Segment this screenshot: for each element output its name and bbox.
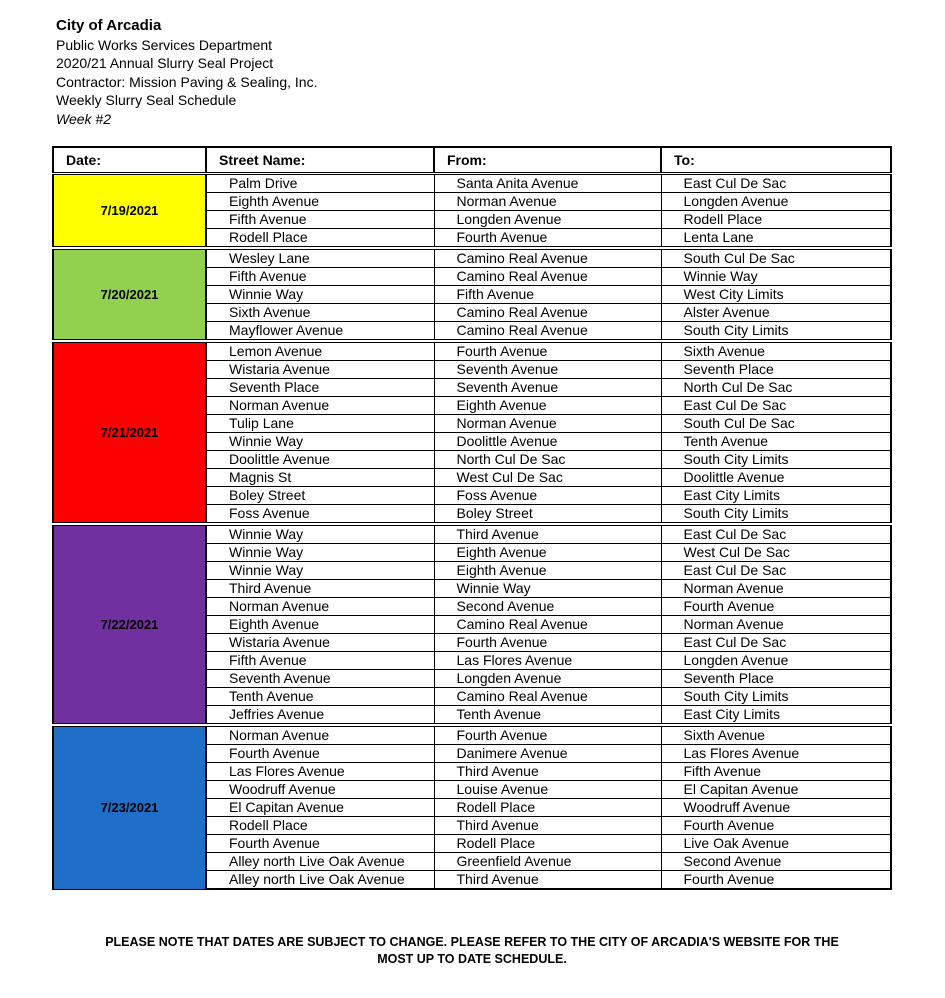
to-cell: East City Limits (661, 706, 891, 726)
to-cell: East City Limits (661, 487, 891, 505)
to-cell: Sixth Avenue (661, 725, 891, 745)
street-cell: Fourth Avenue (206, 835, 434, 853)
street-column-header: Street Name: (206, 147, 434, 174)
from-cell: Santa Anita Avenue (434, 174, 661, 193)
from-cell: Danimere Avenue (434, 745, 661, 763)
department-name: Public Works Services Department (56, 37, 273, 53)
from-cell: Longden Avenue (434, 211, 661, 229)
street-cell: Seventh Place (206, 379, 434, 397)
street-cell: Palm Drive (206, 174, 434, 193)
to-column-header: To: (661, 147, 891, 174)
street-cell: Norman Avenue (206, 598, 434, 616)
from-cell: Third Avenue (434, 763, 661, 781)
street-cell: Tenth Avenue (206, 688, 434, 706)
street-cell: Norman Avenue (206, 725, 434, 745)
street-cell: Wesley Lane (206, 248, 434, 268)
from-cell: Fifth Avenue (434, 286, 661, 304)
from-cell: Seventh Avenue (434, 361, 661, 379)
to-cell: El Capitan Avenue (661, 781, 891, 799)
street-cell: Wistaria Avenue (206, 634, 434, 652)
to-cell: Longden Avenue (661, 193, 891, 211)
street-cell: Mayflower Avenue (206, 322, 434, 342)
to-cell: South City Limits (661, 505, 891, 525)
to-cell: Seventh Place (661, 670, 891, 688)
from-cell: Fourth Avenue (434, 229, 661, 249)
to-cell: Sixth Avenue (661, 341, 891, 361)
street-cell: Seventh Avenue (206, 670, 434, 688)
street-cell: Jeffries Avenue (206, 706, 434, 726)
to-cell: East Cul De Sac (661, 524, 891, 544)
to-cell: West City Limits (661, 286, 891, 304)
street-cell: El Capitan Avenue (206, 799, 434, 817)
from-cell: Norman Avenue (434, 415, 661, 433)
document-header (56, 16, 317, 128)
from-cell: Las Flores Avenue (434, 652, 661, 670)
street-cell: Winnie Way (206, 562, 434, 580)
street-cell: Winnie Way (206, 286, 434, 304)
from-cell: Fourth Avenue (434, 634, 661, 652)
from-cell: West Cul De Sac (434, 469, 661, 487)
to-cell: East Cul De Sac (661, 634, 891, 652)
street-cell: Third Avenue (206, 580, 434, 598)
from-cell: Camino Real Avenue (434, 268, 661, 286)
street-cell: Fifth Avenue (206, 211, 434, 229)
street-cell: Sixth Avenue (206, 304, 434, 322)
from-cell: Third Avenue (434, 524, 661, 544)
to-cell: South Cul De Sac (661, 248, 891, 268)
street-cell: Tulip Lane (206, 415, 434, 433)
city-title: City of Arcadia (56, 17, 162, 34)
from-cell: Fourth Avenue (434, 341, 661, 361)
from-cell: Camino Real Avenue (434, 248, 661, 268)
from-cell: Eighth Avenue (434, 544, 661, 562)
contractor-name: Contractor: Mission Paving & Sealing, Inc. (56, 73, 318, 90)
to-cell: Second Avenue (661, 853, 891, 871)
to-cell: South City Limits (661, 451, 891, 469)
from-cell: Rodell Place (434, 835, 661, 853)
street-cell: Winnie Way (206, 524, 434, 544)
from-cell: Third Avenue (434, 817, 661, 835)
street-cell: Alley north Live Oak Avenue (206, 871, 434, 890)
from-cell: Norman Avenue (434, 193, 661, 211)
from-cell: Louise Avenue (434, 781, 661, 799)
from-cell: Tenth Avenue (434, 706, 661, 726)
to-cell: Norman Avenue (661, 616, 891, 634)
street-cell: Winnie Way (206, 433, 434, 451)
to-cell: South City Limits (661, 322, 891, 342)
from-cell: Longden Avenue (434, 670, 661, 688)
street-cell: Doolittle Avenue (206, 451, 434, 469)
to-cell: Fourth Avenue (661, 598, 891, 616)
schedule-body (53, 174, 891, 890)
date-column-header: Date: (53, 147, 206, 174)
to-cell: Live Oak Avenue (661, 835, 891, 853)
street-cell: Woodruff Avenue (206, 781, 434, 799)
from-cell: Camino Real Avenue (434, 616, 661, 634)
from-cell: Camino Real Avenue (434, 688, 661, 706)
from-cell: Camino Real Avenue (434, 322, 661, 342)
date-cell: 7/22/2021 (53, 524, 206, 725)
table-row (53, 524, 891, 544)
to-cell: South City Limits (661, 688, 891, 706)
to-cell: Fifth Avenue (661, 763, 891, 781)
table-row (53, 725, 891, 745)
date-cell: 7/21/2021 (53, 341, 206, 524)
street-cell: Fourth Avenue (206, 745, 434, 763)
note-line-2: MOST UP TO DATE SCHEDULE. (377, 952, 567, 966)
street-cell: Wistaria Avenue (206, 361, 434, 379)
from-cell: North Cul De Sac (434, 451, 661, 469)
to-cell: Fourth Avenue (661, 871, 891, 890)
from-cell: Doolittle Avenue (434, 433, 661, 451)
street-cell: Las Flores Avenue (206, 763, 434, 781)
to-cell: South Cul De Sac (661, 415, 891, 433)
street-cell: Boley Street (206, 487, 434, 505)
street-cell: Lemon Avenue (206, 341, 434, 361)
date-cell: 7/20/2021 (53, 248, 206, 341)
week-label: Week #2 (56, 110, 111, 127)
from-cell: Rodell Place (434, 799, 661, 817)
from-cell: Eighth Avenue (434, 562, 661, 580)
to-cell: Las Flores Avenue (661, 745, 891, 763)
from-cell: Winnie Way (434, 580, 661, 598)
table-row (53, 248, 891, 268)
to-cell: Fourth Avenue (661, 817, 891, 835)
project-name: 2020/21 Annual Slurry Seal Project (56, 55, 274, 72)
street-cell: Rodell Place (206, 817, 434, 835)
to-cell: Seventh Place (661, 361, 891, 379)
to-cell: East Cul De Sac (661, 397, 891, 415)
note-line-1: PLEASE NOTE THAT DATES ARE SUBJECT TO CHANGE. PLEASE REFER TO THE CITY OF ARCADIA'S WEBSITE FOR THE (105, 935, 839, 949)
to-cell: West Cul De Sac (661, 544, 891, 562)
to-cell: Winnie Way (661, 268, 891, 286)
from-cell: Fourth Avenue (434, 725, 661, 745)
street-cell: Fifth Avenue (206, 652, 434, 670)
from-cell: Second Avenue (434, 598, 661, 616)
from-cell: Foss Avenue (434, 487, 661, 505)
schedule-title: Weekly Slurry Seal Schedule (56, 92, 237, 109)
street-cell: Norman Avenue (206, 397, 434, 415)
to-cell: Lenta Lane (661, 229, 891, 249)
from-cell: Third Avenue (434, 871, 661, 890)
from-cell: Eighth Avenue (434, 397, 661, 415)
schedule-note (52, 934, 892, 968)
to-cell: Longden Avenue (661, 652, 891, 670)
street-cell: Foss Avenue (206, 505, 434, 525)
from-cell: Camino Real Avenue (434, 304, 661, 322)
to-cell: Norman Avenue (661, 580, 891, 598)
street-cell: Alley north Live Oak Avenue (206, 853, 434, 871)
to-cell: Doolittle Avenue (661, 469, 891, 487)
date-cell: 7/23/2021 (53, 725, 206, 889)
to-cell: East Cul De Sac (661, 174, 891, 193)
to-cell: Tenth Avenue (661, 433, 891, 451)
date-cell: 7/19/2021 (53, 174, 206, 249)
table-row (53, 341, 891, 361)
from-cell: Greenfield Avenue (434, 853, 661, 871)
street-cell: Eighth Avenue (206, 616, 434, 634)
from-cell: Boley Street (434, 505, 661, 525)
street-cell: Magnis St (206, 469, 434, 487)
street-cell: Winnie Way (206, 544, 434, 562)
to-cell: North Cul De Sac (661, 379, 891, 397)
street-cell: Rodell Place (206, 229, 434, 249)
street-cell: Eighth Avenue (206, 193, 434, 211)
to-cell: Woodruff Avenue (661, 799, 891, 817)
schedule-table (52, 146, 892, 890)
from-cell: Seventh Avenue (434, 379, 661, 397)
to-cell: Rodell Place (661, 211, 891, 229)
to-cell: East Cul De Sac (661, 562, 891, 580)
from-column-header: From: (434, 147, 661, 174)
table-header-row (53, 147, 891, 174)
to-cell: Alster Avenue (661, 304, 891, 322)
street-cell: Fifth Avenue (206, 268, 434, 286)
table-row (53, 174, 891, 193)
